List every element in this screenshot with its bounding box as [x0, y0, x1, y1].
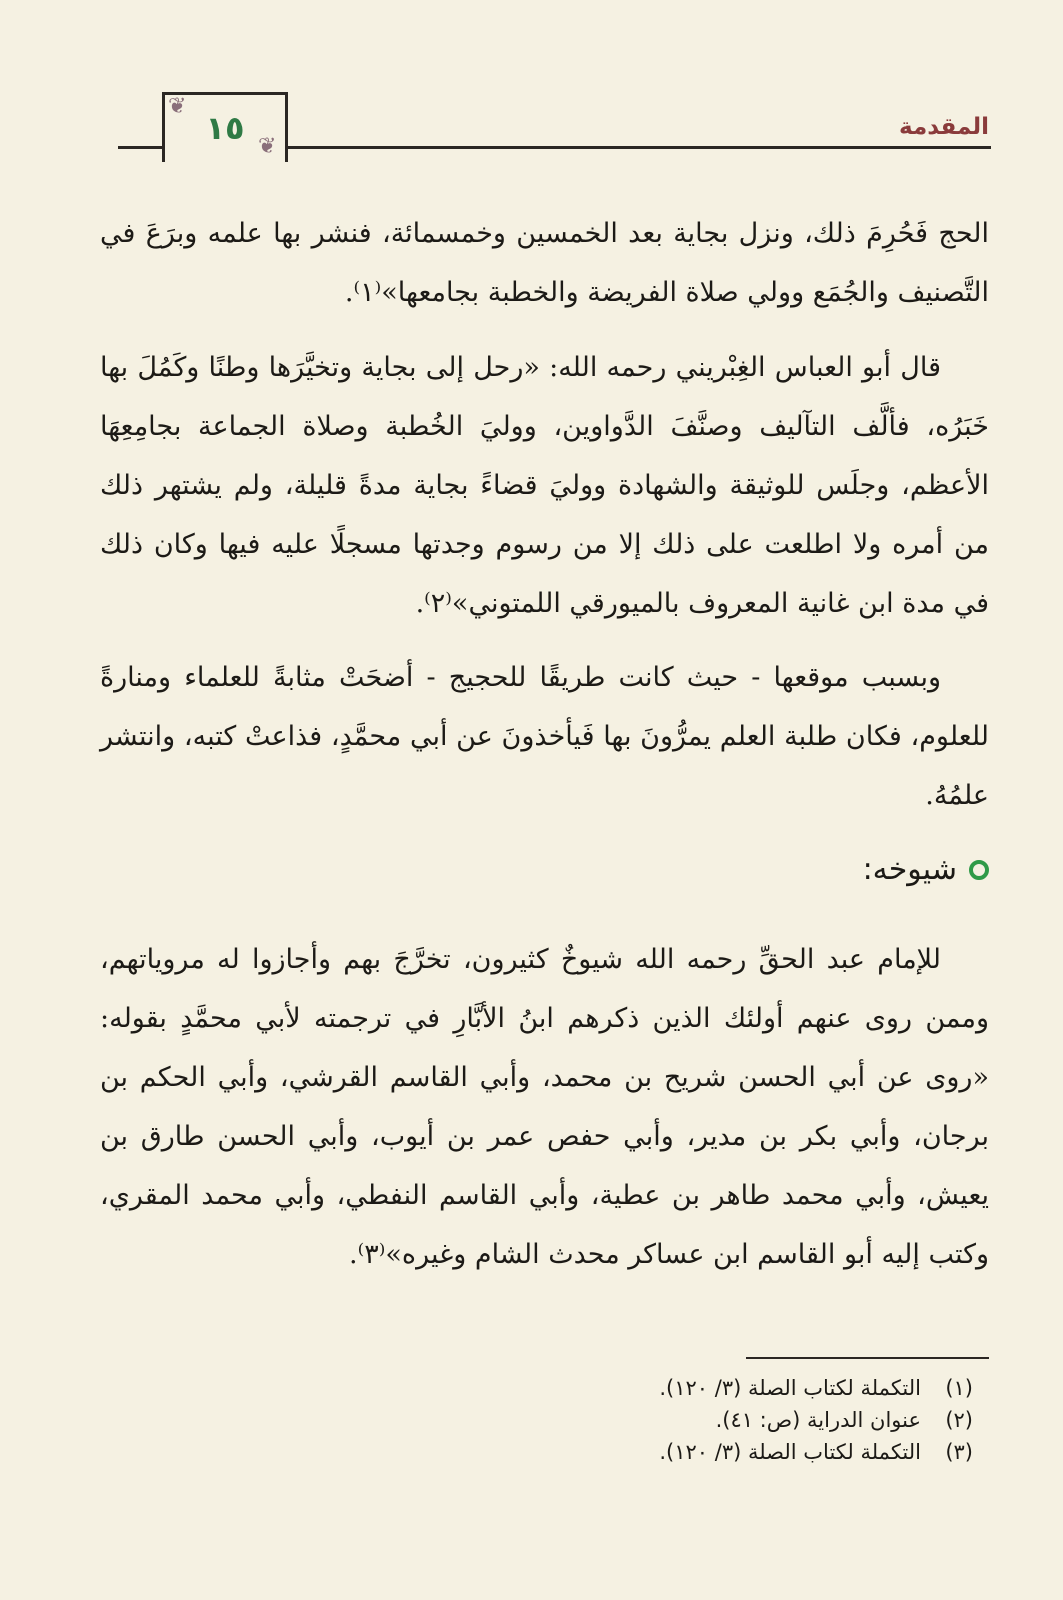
paragraph-5 [100, 930, 989, 1284]
section-heading-text: شيوخه: [862, 852, 957, 887]
paragraph-text: الحج فَحُرِمَ ذلك، ونزل بجاية بعد الخمسين وخمسمائة، فنشر بها علمه وبرَعَ في التَّصنيف والجُمَع وولي صلاة الفريضة والخطبة بجامعها»⁽١⁾. [100, 218, 989, 308]
footnote-2 [300, 1404, 973, 1436]
footnote-number: (٣) [945, 1440, 973, 1464]
footnote-text: التكملة لكتاب الصلة (٣/ ١٢٠). [659, 1440, 921, 1464]
footnotes [300, 1372, 973, 1468]
paragraph-1 [100, 204, 989, 322]
paragraph-text: قال أبو العباس الغِبْريني رحمه الله: «رحل إلى بجاية وتخيَّرَها وطنًا وكَمُلَ بها خَبَرُه، فألَّف التآليف وصنَّفَ الدَّواوين، ووليَ الخُطبة وصلاة الجماعة بجامِعِهَا الأعظم، وجلَس للوثيقة والشهادة ووليَ قضاءً بجاية مدةً قليلة، ولم يشتهر ذلك من أمره ولا اطلعت على ذلك إلا من رسوم وجدتها مسجلًا عليه فيها وكان ذلك في مدة ابن غانية المعروف بالميورقي اللمتوني»⁽٢⁾. [100, 352, 989, 619]
footnote-text: عنوان الدراية (ص: ٤١). [715, 1408, 921, 1432]
paragraph-text: للإمام عبد الحقِّ رحمه الله شيوخٌ كثيرون، تخرَّجَ بهم وأجازوا له مروياتهم، وممن روى عنهم أولئك الذين ذكرهم ابنُ الأبَّارِ في ترجمته لأبي محمَّدٍ بقوله: «روى عن أبي الحسن شريح بن محمد، وأبي القاسم القرشي، وأبي الحكم بن برجان، وأبي بكر بن مدير، وأبي حفص عمر بن أيوب، وأبي الحسن طارق بن يعيش، وأبي محمد طاهر بن عطية، وأبي القاسم النفطي، وأبي محمد المقري، وكتب إليه أبو القاسم ابن عساكر محدث الشام وغيره»⁽٣⁾. [100, 944, 989, 1270]
paragraph-3 [100, 648, 989, 825]
green-ring-bullet-icon [969, 860, 989, 880]
footnote-number: (١) [945, 1376, 973, 1400]
footnote-text: التكملة لكتاب الصلة (٣/ ١٢٠). [659, 1376, 921, 1400]
section-heading [863, 852, 989, 887]
chapter-title: المقدمة [899, 114, 989, 140]
page-number: ١٥ [205, 109, 245, 147]
footnote-number: (٢) [945, 1408, 973, 1432]
paragraph-text: وبسبب موقعها - حيث كانت طريقًا للحجيج - أضحَتْ مثابةً للعلماء ومنارةً للعلوم، فكان طلبة العلم يمرُّونَ بها فَيأخذونَ عن أبي محمَّدٍ، فذاعتْ كتبه، وانتشر علمُهُ. [100, 662, 989, 811]
footnote-3 [300, 1436, 973, 1468]
paragraph-2 [100, 338, 989, 633]
footnote-rule [746, 1357, 989, 1359]
floral-ornament-icon: ❦ [168, 94, 187, 119]
footnote-1 [300, 1372, 973, 1404]
floral-ornament-icon: ❦ [258, 134, 277, 159]
